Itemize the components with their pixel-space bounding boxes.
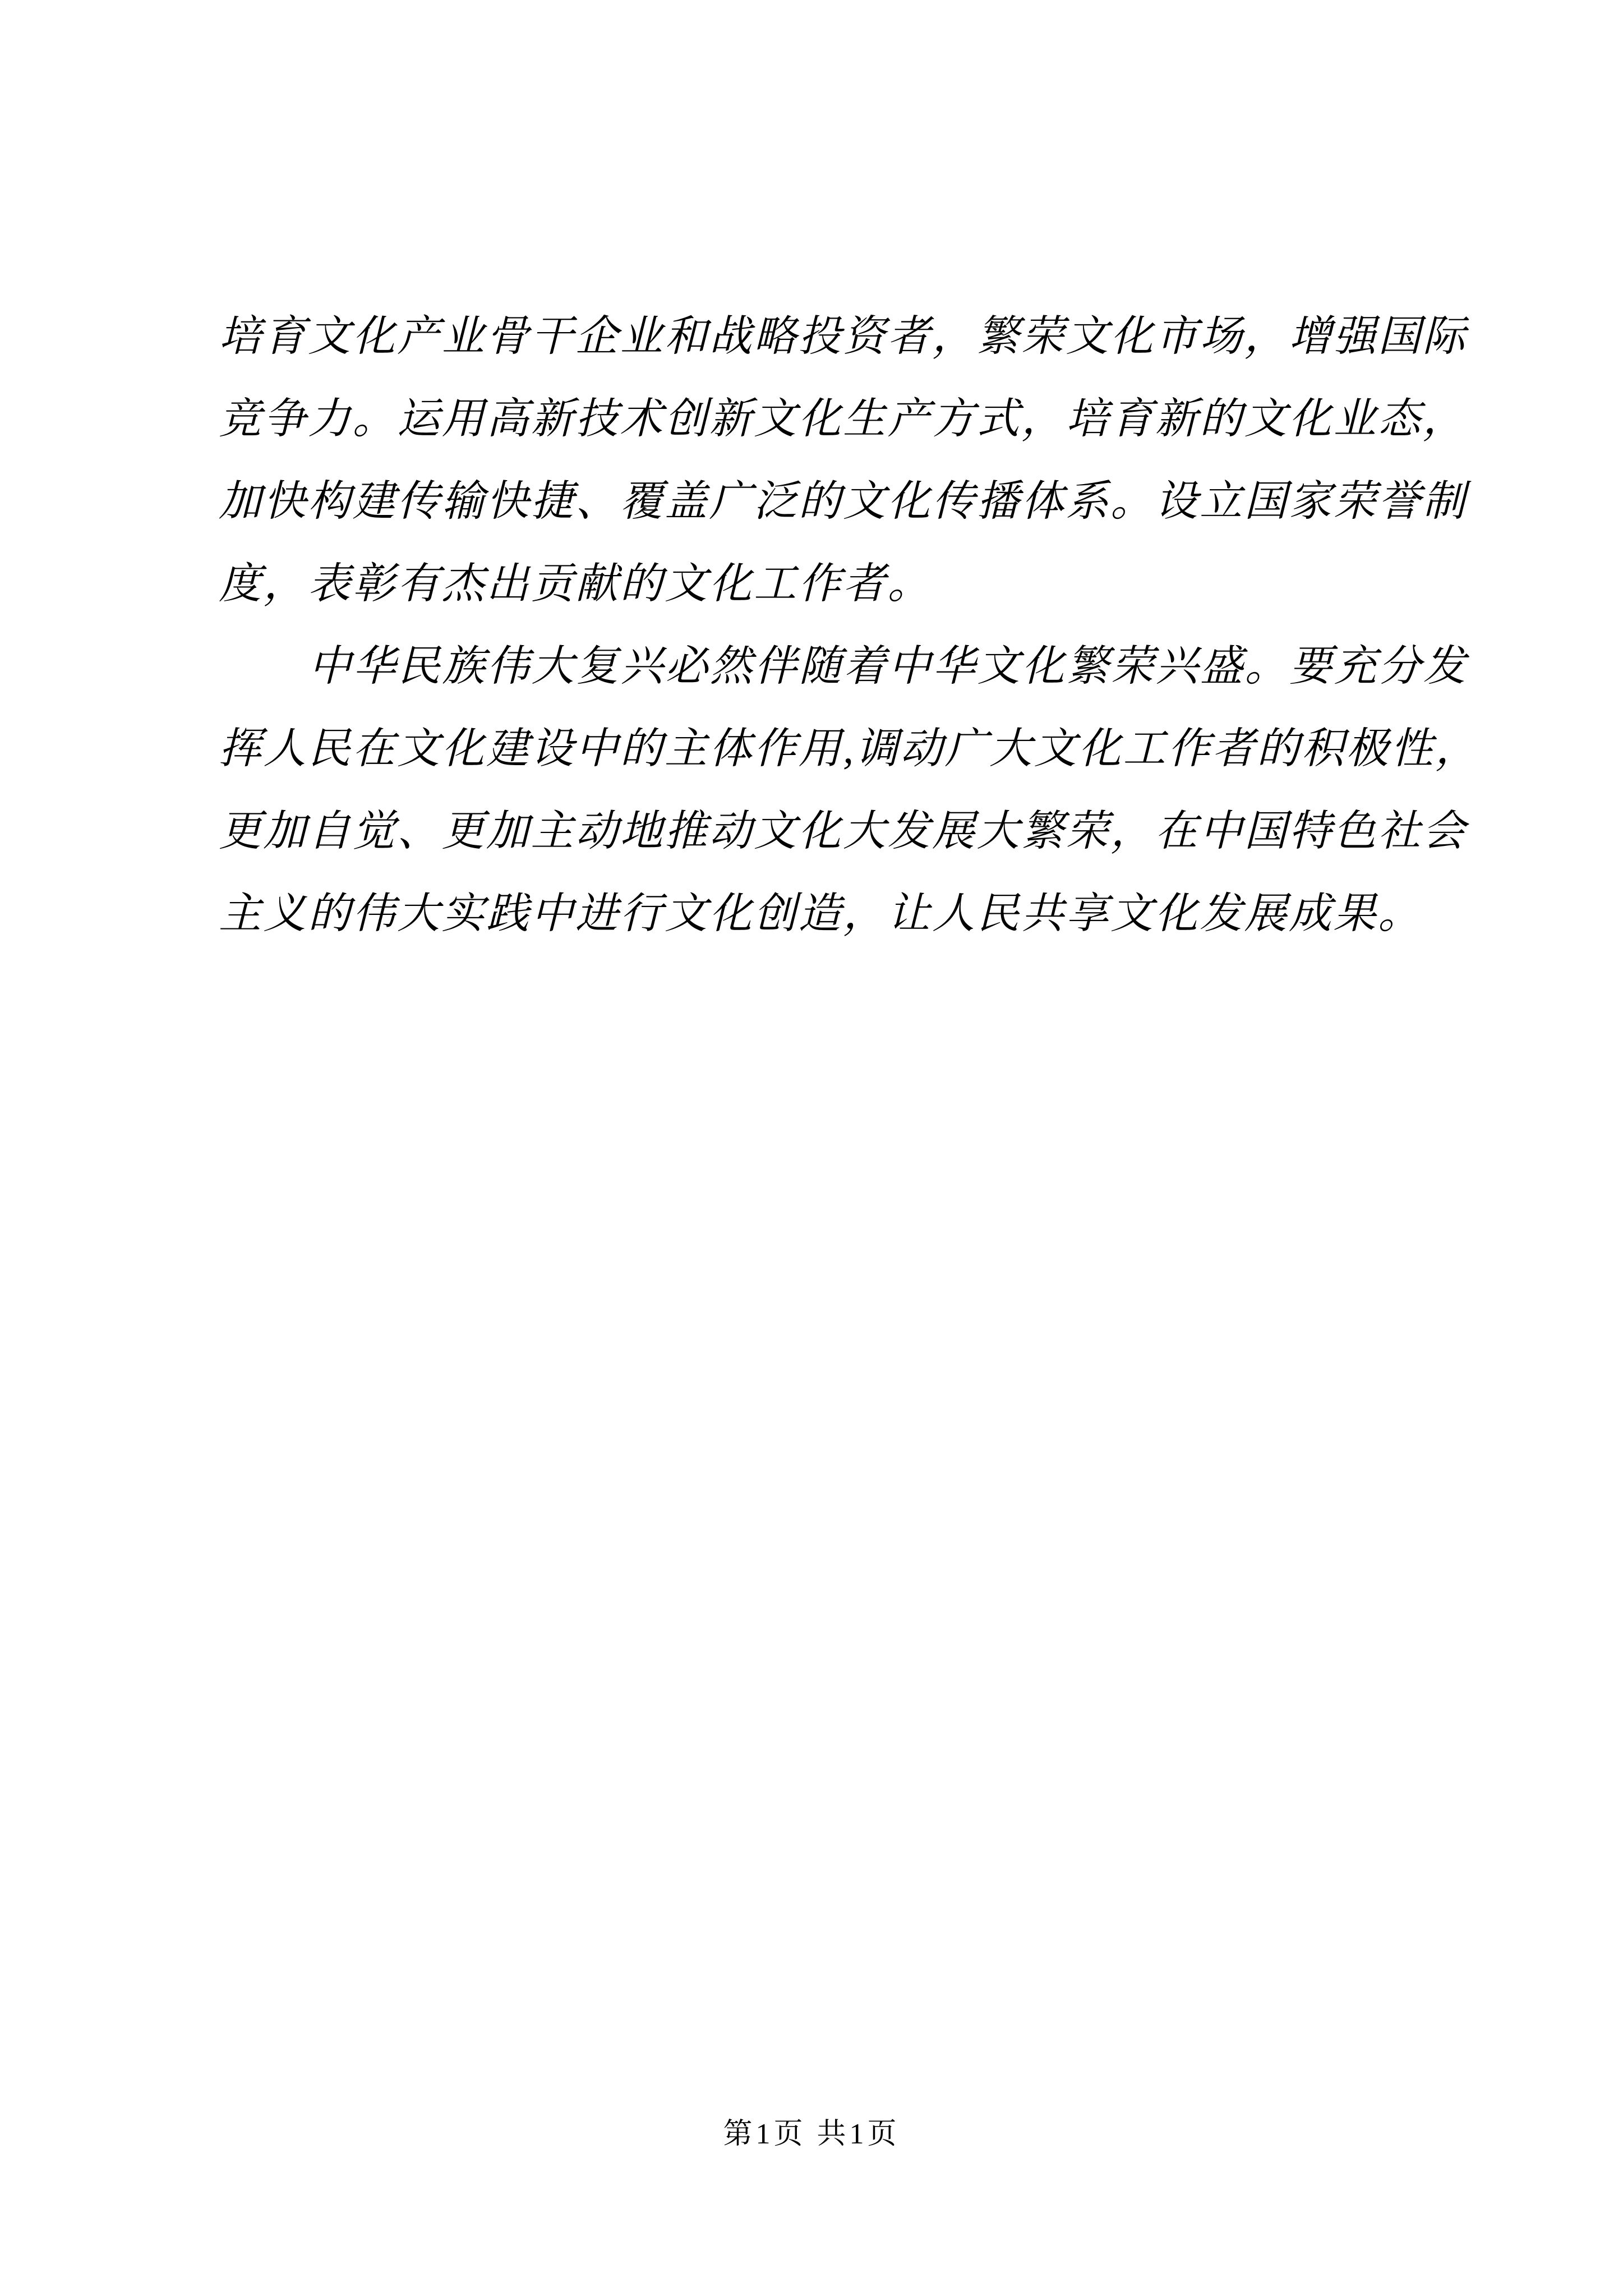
text-line: 竞争力。运用高新技术创新文化生产方式，培育新的文化业态， xyxy=(219,395,1467,443)
paragraph-1 xyxy=(219,296,1467,625)
text-line: 中华民族伟大复兴必然伴随着中华文化繁荣兴盛。要充分发 xyxy=(308,643,1468,690)
paragraph-2 xyxy=(219,625,1480,955)
text-line: 主义的伟大实践中进行文化创造，让人民共享文化发展成果。 xyxy=(219,890,1423,937)
text-line: 更加自觉、更加主动地推动文化大发展大繁荣，在中国特色社会 xyxy=(219,808,1467,855)
text-line: 加快构建传输快捷、覆盖广泛的文化传播体系。设立国家荣誉制 xyxy=(219,478,1467,525)
footer-page-number: 第1页 共1页 xyxy=(723,2118,900,2150)
text-line: 挥人民在文化建设中的主体作用,调动广大文化工作者的积极性， xyxy=(219,725,1480,772)
document-text-block xyxy=(219,296,1480,955)
text-line: 度，表彰有杰出贡献的文化工作者。 xyxy=(219,560,932,608)
text-line: 培育文化产业骨干企业和战略投资者，繁荣文化市场，增强国际 xyxy=(219,313,1467,360)
